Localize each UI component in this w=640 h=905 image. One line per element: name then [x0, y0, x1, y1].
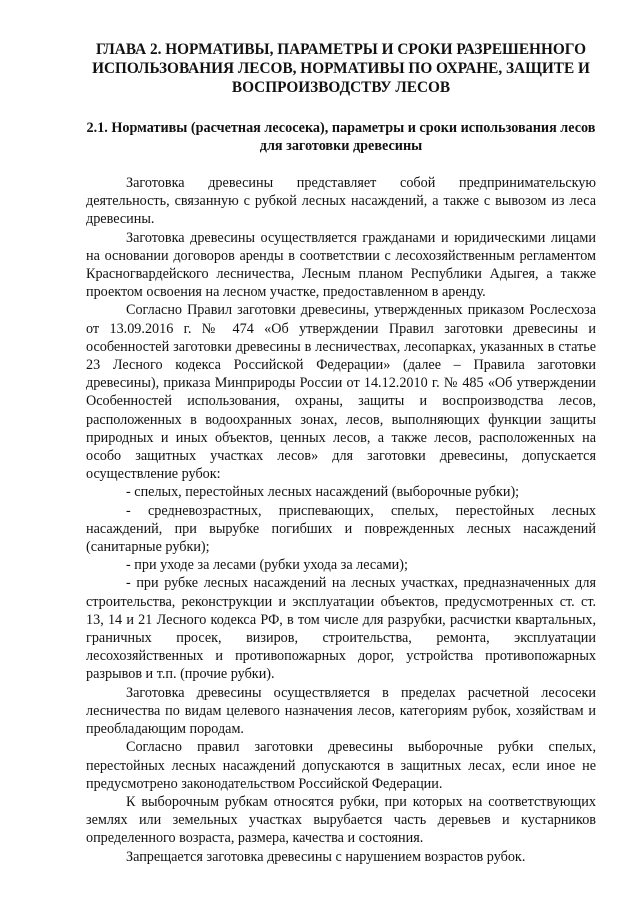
- list-item-sanitary-cutting: - средневозрастных, приспевающих, спелых, перестойных лесных насаждений, при вырубке погибших и поврежденных лесных насаждений (санитарные рубки);: [86, 502, 596, 556]
- paragraph-allowable-cut: Заготовка древесины осуществляется в пределах расчетной лесосеки лесничества по видам целевого назначения лесов, категориям рубок, хозяйствам и преобладающим породам.: [86, 684, 596, 738]
- paragraph-protective-forests: Согласно правил заготовки древесины выборочные рубки спелых, перестойных лесных насаждений допускаются в защитных лесах, если иное не предусмотрено законодательством Российской Федерации.: [86, 739, 596, 792]
- paragraph-selective-definition: К выборочным рубкам относятся рубки, при которых на соответствующих землях или земельных участках вырубается часть деревьев и кустарников определенного возраста, размера, качества и состояния.: [86, 793, 596, 847]
- paragraph-lease-basis: Заготовка древесины осуществляется гражданами и юридическими лицами на основании договоров аренды в соответствии с лесохозяйственным регламентом Красногвардейского лесничества, Лесным планом Республики Адыгея, а также проектом освоения на лесном участке, предоставленном в аренду.: [86, 229, 596, 301]
- list-item-other-cutting: - при рубке лесных насаждений на лесных участках, предназначенных для строительства, реконструкции и эксплуатации объектов, предусмотренных ст. ст. 13, 14 и 21 Лесного кодекса РФ, в том числе для разрубки, расчистки квартальных, граничных просек, визиров, строительства, ремонта, эксплуатации лесохозяйственных и противопожарных дорог, устройства противопожарных разрывов и т.п. (прочие рубки).: [86, 575, 596, 683]
- paragraph-rules: Согласно Правил заготовки древесины, утвержденных приказом Рослесхоза от 13.09.2016 г. № 474 «Об утверждении Правил заготовки древесины и особенностей заготовки древесины в лесничествах, лесопарках, указанных в статье 23 Лесного кодекса Российской Федерации» (далее – Правила заготовки древесины), приказа Минприроды России от 14.12.2010 г. № 485 «Об утверждении Особенностей использования, охраны, защиты и воспроизводства лесов, расположенных в водоохранных зонах, лесов, выполняющих функции защиты природных и иных объектов, ценных лесов, а также лесов, расположенных на особо защитных участках лесов» для заготовки древесины, допускается осуществление рубок:: [86, 302, 596, 483]
- list-item-care-cutting: - при уходе за лесами (рубки ухода за лесами);: [126, 557, 408, 574]
- list-item-selective-cutting: - спелых, перестойных лесных насаждений (выборочные рубки);: [126, 484, 520, 501]
- paragraph-prohibition: Запрещается заготовка древесины с нарушением возрастов рубок.: [126, 848, 526, 865]
- paragraph-definition: Заготовка древесины представляет собой предпринимательскую деятельность, связанную с рубкой лесных насаждений, а также с вывозом из леса древесины.: [86, 175, 596, 228]
- document-page: [86, 40, 596, 866]
- chapter-title: ГЛАВА 2. НОРМАТИВЫ, ПАРАМЕТРЫ И СРОКИ РАЗРЕШЕННОГО ИСПОЛЬЗОВАНИЯ ЛЕСОВ, НОРМАТИВЫ ПО ОХРАНЕ, ЗАЩИТЕ И ВОСПРОИЗВОДСТВУ ЛЕСОВ: [92, 41, 590, 96]
- section-title: 2.1. Нормативы (расчетная лесосека), параметры и сроки использования лесов для заготовки древесины: [86, 120, 596, 154]
